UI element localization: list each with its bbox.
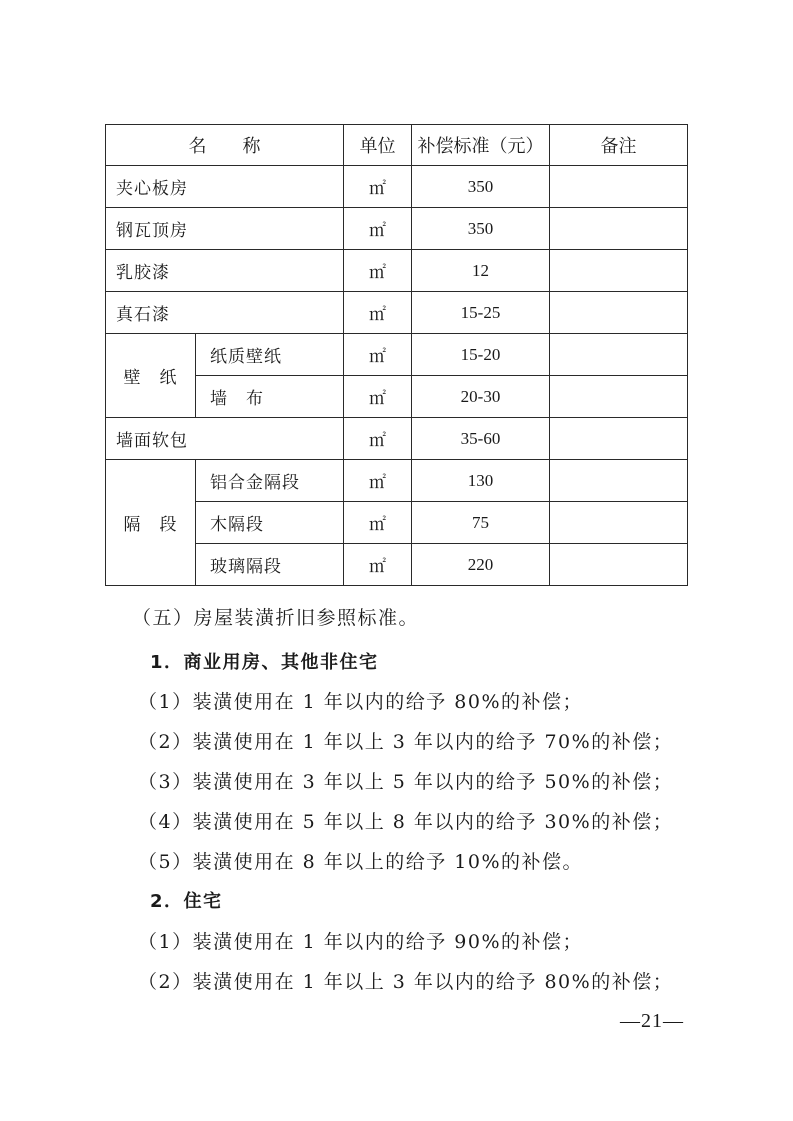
item-unit: ㎡ — [344, 418, 412, 460]
item-unit: ㎡ — [344, 544, 412, 586]
item-name: 乳胶漆 — [106, 250, 344, 292]
item-unit: ㎡ — [344, 250, 412, 292]
body-paragraph: （5）装潢使用在 8 年以上的给予 10%的补偿。 — [138, 851, 584, 873]
item-name: 墙 布 — [196, 376, 344, 418]
header-name: 名 称 — [106, 125, 344, 166]
item-standard: 220 — [412, 544, 550, 586]
group-label-wallpaper: 壁 纸 — [106, 334, 196, 418]
table-row — [106, 292, 688, 334]
item-unit: ㎡ — [344, 502, 412, 544]
body-paragraph: （3）装潢使用在 3 年以上 5 年以内的给予 50%的补偿； — [138, 771, 674, 793]
item-unit: ㎡ — [344, 376, 412, 418]
item-note — [550, 502, 688, 544]
item-name: 夹心板房 — [106, 166, 344, 208]
item-name: 玻璃隔段 — [196, 544, 344, 586]
item-note — [550, 544, 688, 586]
section-paragraph: （五）房屋装潢折旧参照标准。 — [132, 607, 420, 629]
item-note — [550, 166, 688, 208]
body-paragraph: （4）装潢使用在 5 年以上 8 年以内的给予 30%的补偿； — [138, 811, 674, 833]
item-note — [550, 292, 688, 334]
table-row — [106, 460, 688, 502]
item-name: 铝合金隔段 — [196, 460, 344, 502]
item-standard: 130 — [412, 460, 550, 502]
table-row — [106, 166, 688, 208]
item-note — [550, 334, 688, 376]
item-name: 纸质壁纸 — [196, 334, 344, 376]
item-note — [550, 250, 688, 292]
item-standard: 20-30 — [412, 376, 550, 418]
item-note — [550, 208, 688, 250]
header-standard: 补偿标准（元） — [412, 125, 550, 166]
item-standard: 12 — [412, 250, 550, 292]
table-row — [106, 250, 688, 292]
item-unit: ㎡ — [344, 292, 412, 334]
item-standard: 75 — [412, 502, 550, 544]
item-name: 木隔段 — [196, 502, 344, 544]
item-unit: ㎡ — [344, 208, 412, 250]
item-standard: 350 — [412, 208, 550, 250]
subheading-residential: 2．住宅 — [150, 891, 223, 912]
table-row — [106, 208, 688, 250]
compensation-table — [105, 124, 688, 586]
item-standard: 35-60 — [412, 418, 550, 460]
table-row — [106, 418, 688, 460]
body-paragraph: （1）装潢使用在 1 年以内的给予 90%的补偿； — [138, 931, 584, 953]
page-number: —21— — [620, 1010, 684, 1032]
item-note — [550, 460, 688, 502]
item-unit: ㎡ — [344, 460, 412, 502]
body-paragraph: （2）装潢使用在 1 年以上 3 年以内的给予 80%的补偿； — [138, 971, 674, 993]
item-standard: 350 — [412, 166, 550, 208]
item-note — [550, 376, 688, 418]
item-note — [550, 418, 688, 460]
body-paragraph: （1）装潢使用在 1 年以内的给予 80%的补偿； — [138, 691, 584, 713]
item-unit: ㎡ — [344, 166, 412, 208]
item-standard: 15-25 — [412, 292, 550, 334]
item-standard: 15-20 — [412, 334, 550, 376]
item-unit: ㎡ — [344, 334, 412, 376]
group-label-partition: 隔 段 — [106, 460, 196, 586]
subheading-commercial: 1．商业用房、其他非住宅 — [150, 652, 379, 673]
header-unit: 单位 — [344, 125, 412, 166]
header-note: 备注 — [550, 125, 688, 166]
table-row — [106, 334, 688, 376]
body-paragraph: （2）装潢使用在 1 年以上 3 年以内的给予 70%的补偿； — [138, 731, 674, 753]
table-header-row — [106, 125, 688, 166]
item-name: 真石漆 — [106, 292, 344, 334]
item-name: 墙面软包 — [106, 418, 344, 460]
item-name: 钢瓦顶房 — [106, 208, 344, 250]
